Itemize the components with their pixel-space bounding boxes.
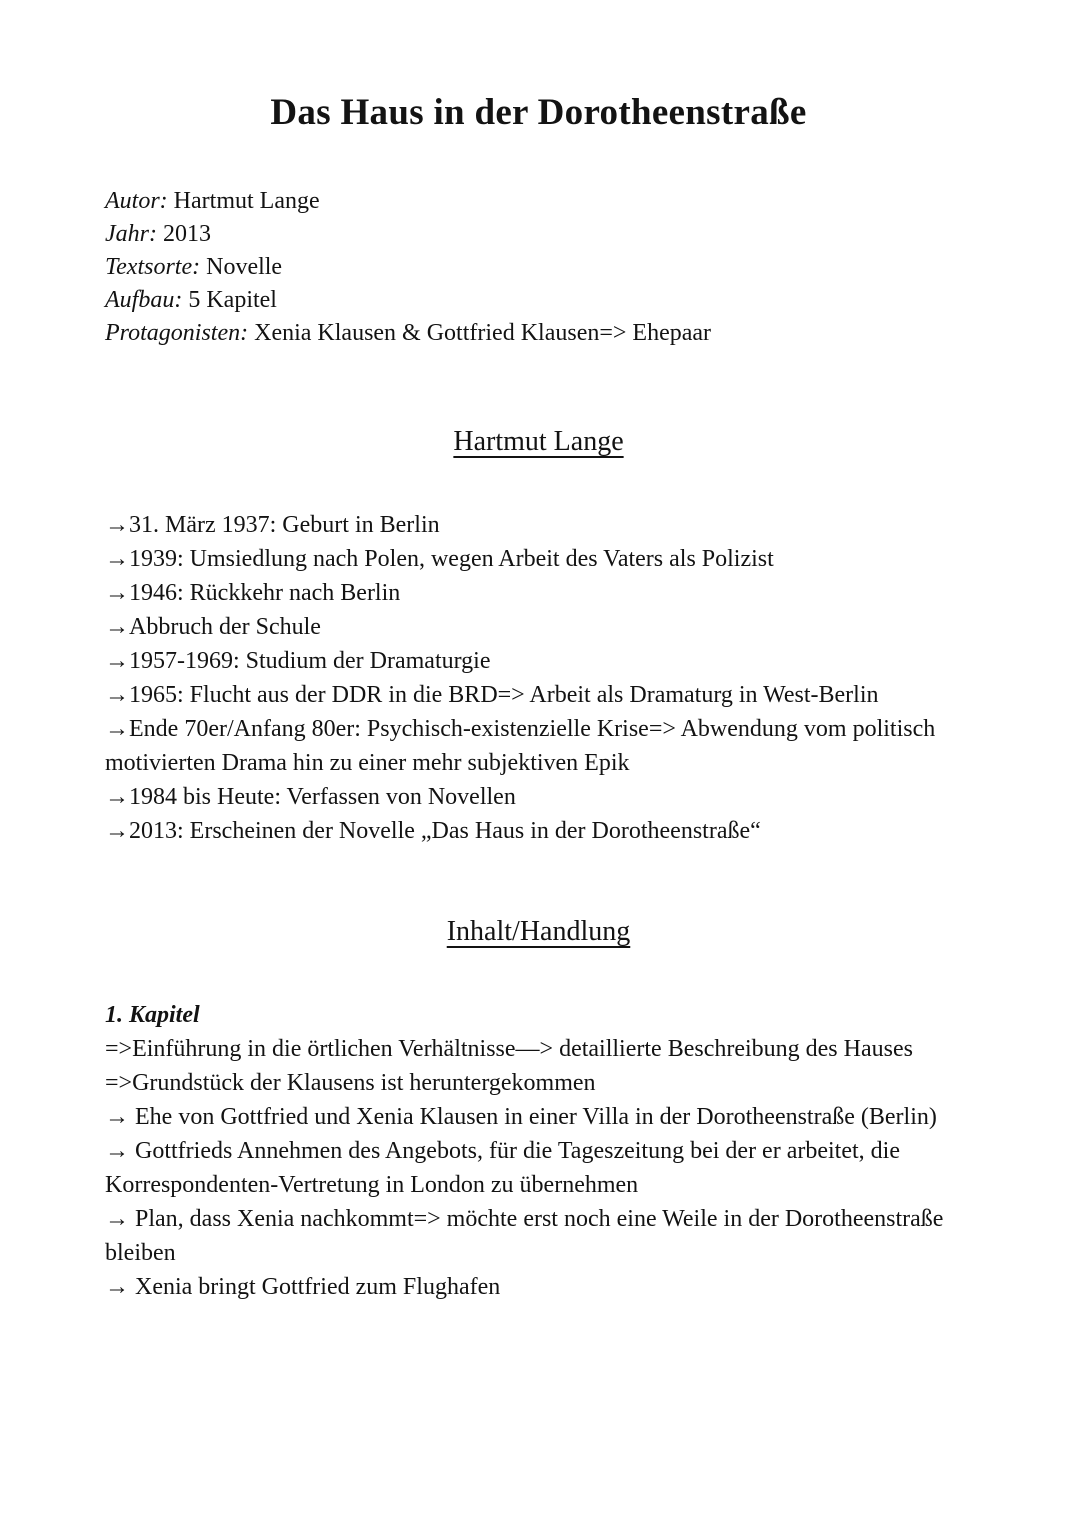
meta-label: Aufbau: — [105, 286, 183, 313]
list-item: → Ehe von Gottfried und Xenia Klausen in einer Villa in der Dorotheenstraße (Berlin) — [105, 1103, 937, 1130]
document-title: Das Haus in der Dorotheenstraße — [270, 92, 807, 133]
chapter-list — [105, 1032, 972, 1304]
list-item: =>Einführung in die örtlichen Verhältnisse—> detaillierte Beschreibung des Hauses — [105, 1035, 913, 1062]
meta-line-protagonisten — [105, 317, 972, 350]
list-item: →1939: Umsiedlung nach Polen, wegen Arbeit des Vaters als Polizist — [105, 545, 774, 572]
meta-value: Hartmut Lange — [173, 187, 320, 214]
list-item: =>Grundstück der Klausens ist heruntergekommen — [105, 1069, 596, 1096]
section-heading-text: Inhalt/Handlung — [446, 915, 631, 947]
list-item: →31. März 1937: Geburt in Berlin — [105, 511, 440, 538]
section-heading-text: Hartmut Lange — [453, 425, 624, 457]
list-item: →2013: Erscheinen der Novelle „Das Haus in der Dorotheenstraße“ — [105, 817, 761, 844]
section-heading-biography — [105, 424, 972, 460]
meta-value: Xenia Klausen & Gottfried Klausen=> Ehepaar — [254, 319, 712, 346]
meta-label: Protagonisten: — [105, 319, 249, 346]
list-item: →1984 bis Heute: Verfassen von Novellen — [105, 783, 516, 810]
meta-label: Jahr: — [105, 220, 157, 247]
meta-label: Textsorte: — [105, 253, 201, 280]
meta-value: 2013 — [162, 220, 211, 247]
list-item: → Gottfrieds Annehmen des Angebots, für die Tageszeitung bei der er arbeitet, die Korrespondenten-Vertretung in London zu übernehmen — [105, 1137, 900, 1198]
biography-list — [105, 508, 972, 848]
list-item: → Plan, dass Xenia nachkommt=> möchte erst noch eine Weile in der Dorotheenstraße bleiben — [105, 1205, 944, 1266]
meta-line-textsorte — [105, 251, 972, 284]
list-item: →Abbruch der Schule — [105, 613, 321, 640]
list-item: →Ende 70er/Anfang 80er: Psychisch-existenzielle Krise=> Abwendung vom politisch motivierten Drama hin zu einer mehr subjektiven Epik — [105, 715, 936, 776]
meta-line-jahr — [105, 218, 972, 251]
meta-block — [105, 185, 972, 350]
list-item: →1965: Flucht aus der DDR in die BRD=> Arbeit als Dramaturg in West-Berlin — [105, 681, 879, 708]
section-heading-content — [105, 914, 972, 950]
meta-line-autor — [105, 185, 972, 218]
list-item: →1946: Rückkehr nach Berlin — [105, 579, 401, 606]
meta-line-aufbau — [105, 284, 972, 317]
list-item: →1957-1969: Studium der Dramaturgie — [105, 647, 491, 674]
meta-value: 5 Kapitel — [188, 286, 277, 313]
chapter-subheading: 1. Kapitel — [105, 1001, 200, 1028]
meta-value: Novelle — [206, 253, 283, 280]
list-item: → Xenia bringt Gottfried zum Flughafen — [105, 1273, 501, 1300]
meta-label: Autor: — [105, 187, 168, 214]
